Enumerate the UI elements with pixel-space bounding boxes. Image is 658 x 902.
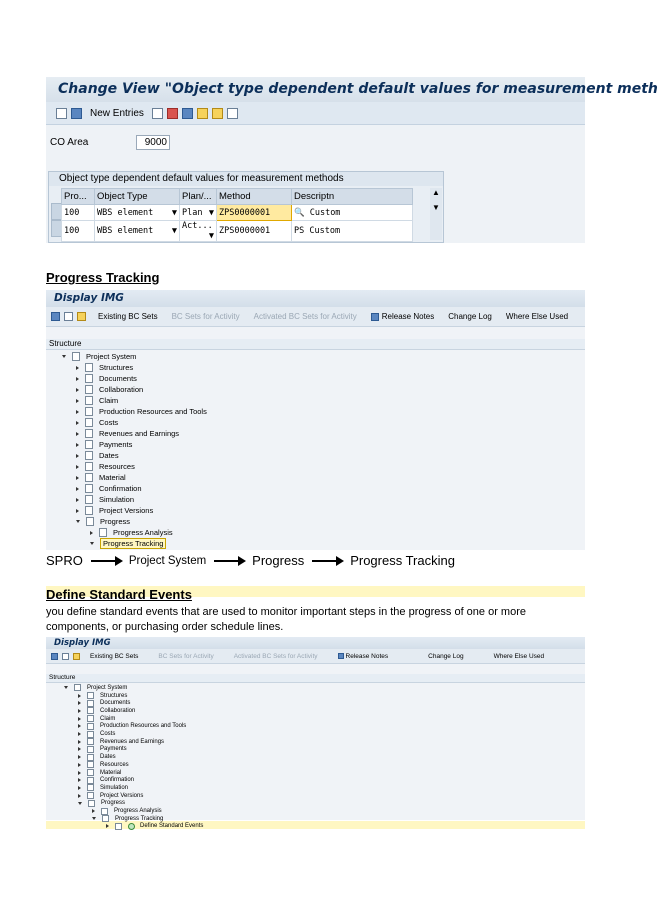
expand-icon[interactable]	[51, 653, 58, 660]
collapse-arrow-icon	[62, 355, 66, 358]
tree-node[interactable]: Resources	[78, 761, 129, 769]
expand-arrow-icon	[76, 366, 79, 370]
path-step: Project System	[128, 554, 207, 567]
document-icon	[87, 731, 94, 738]
column-header[interactable]: Object Type	[95, 189, 180, 205]
activated-bc-sets-button[interactable]: Activated BC Sets for Activity	[253, 312, 357, 321]
cell-plan[interactable]: Plan ▼	[180, 205, 217, 221]
tree-node[interactable]: Collaboration	[76, 384, 143, 395]
where-else-used-button[interactable]: Where Else Used	[505, 312, 569, 321]
column-header[interactable]: Plan/...	[180, 189, 217, 205]
cell-object-type[interactable]: WBS element ▼	[95, 205, 180, 221]
bookmark-icon[interactable]	[73, 653, 80, 660]
dropdown-icon[interactable]: ▼	[171, 226, 177, 236]
expand-arrow-icon	[78, 701, 81, 705]
document-icon	[87, 707, 94, 714]
display-img-screenshot	[46, 290, 585, 550]
collapse-arrow-icon	[90, 542, 94, 545]
expand-arrow-icon	[90, 531, 93, 535]
measurement-table	[61, 188, 413, 242]
document-icon	[85, 396, 93, 405]
select-block-icon[interactable]	[212, 108, 223, 119]
expand-arrow-icon	[76, 410, 79, 414]
expand-arrow-icon	[76, 498, 79, 502]
expand-arrow-icon	[76, 377, 79, 381]
tree-node[interactable]: Revenues and Earnings	[76, 428, 179, 439]
expand-arrow-icon	[78, 755, 81, 759]
expand-arrow-icon	[76, 432, 79, 436]
clock-icon	[128, 823, 135, 830]
tree-node-progress-analysis[interactable]: Progress Analysis	[92, 807, 162, 815]
expand-arrow-icon	[76, 509, 79, 513]
tree-node[interactable]: Resources	[76, 461, 135, 472]
column-header[interactable]: Method	[217, 189, 292, 205]
bc-sets-for-activity-button[interactable]: BC Sets for Activity	[171, 312, 240, 321]
document-icon	[85, 363, 93, 372]
arrow-right-icon	[312, 560, 342, 562]
path-step: Progress Tracking	[350, 553, 455, 568]
tree-node[interactable]: Structures	[76, 362, 133, 373]
table-row[interactable]	[62, 205, 413, 221]
dropdown-icon[interactable]: ▼	[171, 207, 177, 218]
define-standard-events-heading: Define Standard Events	[46, 587, 192, 602]
document-icon	[85, 451, 93, 460]
co-area-field[interactable]: 9000	[136, 135, 170, 150]
tree-node[interactable]: Documents	[76, 373, 137, 384]
document-icon	[85, 462, 93, 471]
document-icon	[87, 738, 94, 745]
table-caption: Object type dependent default values for measurement methods	[49, 172, 443, 186]
expand-arrow-icon	[76, 465, 79, 469]
undo-icon[interactable]	[182, 108, 193, 119]
existing-bc-sets-button[interactable]: Existing BC Sets	[98, 312, 158, 321]
collapse-arrow-icon	[64, 686, 68, 689]
tree-node[interactable]: Material	[78, 769, 121, 777]
document-icon	[87, 777, 94, 784]
document-icon	[85, 473, 93, 482]
structure-label: Structure	[46, 339, 585, 350]
cell-description[interactable]: PS Custom	[292, 221, 413, 242]
expand-arrow-icon	[76, 443, 79, 447]
change-log-button[interactable]: Change Log	[448, 312, 492, 321]
display-img-toolbar	[46, 307, 585, 327]
document-icon	[101, 808, 108, 815]
expand-icon[interactable]	[51, 312, 60, 321]
co-area-label: CO Area	[50, 137, 89, 148]
document-icon	[85, 506, 93, 515]
display-change-icon[interactable]	[56, 108, 67, 119]
cell-object-type[interactable]: WBS element ▼	[95, 221, 180, 242]
expand-arrow-icon	[78, 717, 81, 721]
define-standard-events-text: you define standard events that are used to monitor important steps in the progress of one or more components, or purchasing order schedule lines.	[46, 606, 526, 633]
tree-node[interactable]: Claim	[78, 715, 115, 723]
tree-node[interactable]: Simulation	[78, 784, 128, 792]
tree-node[interactable]: Documents	[78, 699, 130, 707]
document-icon	[87, 769, 94, 776]
document-icon	[72, 352, 80, 361]
release-notes-button[interactable]: Release Notes	[381, 312, 435, 321]
tree-node[interactable]: Production Resources and Tools	[76, 406, 207, 417]
document-icon	[88, 800, 95, 807]
progress-tracking-heading: Progress Tracking	[46, 270, 160, 285]
expand-arrow-icon	[76, 476, 79, 480]
expand-arrow-icon	[76, 388, 79, 392]
change-view-title: Change View "Object type dependent default values for measurement meth	[46, 77, 585, 102]
expand-arrow-icon	[78, 747, 81, 751]
tree-node[interactable]: Dates	[78, 753, 116, 761]
tree-node-progress[interactable]: Progress	[76, 516, 130, 527]
info-icon	[371, 313, 379, 321]
expand-arrow-icon	[92, 809, 95, 813]
collapse-arrow-icon	[78, 802, 82, 805]
document-icon	[87, 723, 94, 730]
arrow-right-icon	[214, 560, 244, 562]
collapse-arrow-icon	[76, 520, 80, 523]
tree-node[interactable]: Confirmation	[78, 776, 134, 784]
document-icon	[99, 528, 107, 537]
where-else-used-button[interactable]: Where Else Used	[493, 652, 545, 660]
table-row[interactable]	[62, 221, 413, 242]
column-header[interactable]: Descriptn	[292, 189, 413, 205]
tree-node[interactable]: Material	[76, 472, 126, 483]
document-icon	[85, 407, 93, 416]
tree-node[interactable]: Dates	[76, 450, 119, 461]
tree-icon[interactable]	[64, 312, 73, 321]
expand-arrow-icon	[78, 724, 81, 728]
tree-node[interactable]: Costs	[76, 417, 118, 428]
tree-node-project-system[interactable]: Project System	[64, 684, 127, 692]
display-img-title: Display IMG	[46, 637, 585, 649]
tree-node[interactable]: Project Versions	[76, 505, 153, 516]
expand-arrow-icon	[76, 421, 79, 425]
document-icon	[85, 440, 93, 449]
structure-label: Structure	[46, 674, 585, 683]
scroll-up-icon[interactable]: ▲	[432, 188, 440, 197]
cell-method[interactable]: ZPS0000001	[217, 221, 292, 242]
table-scrollbar[interactable]	[430, 188, 442, 240]
dropdown-icon[interactable]: ▼	[208, 207, 214, 218]
dropdown-icon[interactable]: ▼	[208, 231, 214, 241]
expand-arrow-icon	[76, 399, 79, 403]
expand-arrow-icon	[78, 740, 81, 744]
collapse-arrow-icon	[92, 817, 96, 820]
delete-icon[interactable]	[167, 108, 178, 119]
display-img-title: Display IMG	[46, 290, 585, 307]
cell-plan[interactable]: Act... ▼	[180, 221, 217, 242]
display-img-toolbar	[46, 649, 585, 664]
tree-node[interactable]: Production Resources and Tools	[78, 723, 186, 731]
tree-node-progress-analysis[interactable]: Progress Analysis	[90, 527, 173, 538]
expand-arrow-icon	[78, 732, 81, 736]
change-log-button[interactable]: Change Log	[428, 652, 464, 660]
expand-arrow-icon	[78, 794, 81, 798]
existing-bc-sets-button[interactable]: Existing BC Sets	[90, 652, 139, 660]
spro-path	[46, 553, 455, 568]
arrow-right-icon	[91, 560, 121, 562]
change-view-toolbar	[46, 102, 585, 125]
document-icon	[85, 429, 93, 438]
cell-pro[interactable]: 100	[62, 221, 95, 242]
expand-arrow-icon	[78, 709, 81, 713]
measurement-table-container	[48, 171, 444, 243]
tree-node[interactable]: Confirmation	[76, 483, 142, 494]
document-icon	[87, 784, 94, 791]
document-icon	[87, 746, 94, 753]
document-icon	[86, 517, 94, 526]
tree-node[interactable]: Simulation	[76, 494, 134, 505]
copy-icon[interactable]	[152, 108, 163, 119]
expand-arrow-icon	[78, 778, 81, 782]
tree-node[interactable]: Structures	[78, 692, 127, 700]
document-icon	[85, 418, 93, 427]
cell-description[interactable]: 🔍 Custom	[292, 205, 413, 221]
document-icon	[102, 815, 109, 822]
tree-node-progress-tracking[interactable]: Progress Tracking	[92, 815, 163, 823]
document-icon	[87, 792, 94, 799]
tree-node[interactable]: Collaboration	[78, 707, 135, 715]
expand-arrow-icon	[76, 454, 79, 458]
bookmark-icon[interactable]	[77, 312, 86, 321]
expand-arrow-icon	[78, 786, 81, 790]
expand-arrow-icon	[76, 487, 79, 491]
document-icon	[74, 684, 81, 691]
document-icon	[87, 761, 94, 768]
deselect-icon[interactable]	[227, 108, 238, 119]
tree-node-define-standard-events[interactable]: Define Standard Events	[106, 823, 203, 831]
tree-node-project-system[interactable]: Project System	[62, 351, 136, 362]
display-img-screenshot-2	[46, 637, 585, 830]
release-notes-button[interactable]: Release Notes	[345, 652, 389, 660]
document-icon	[87, 715, 94, 722]
change-view-screenshot	[46, 77, 658, 243]
tree-node[interactable]: Claim	[76, 395, 118, 406]
tree-node[interactable]: Project Versions	[78, 792, 143, 800]
document-icon	[85, 385, 93, 394]
column-header[interactable]: Pro...	[62, 189, 95, 205]
expand-arrow-icon	[78, 771, 81, 775]
tree-node[interactable]: Payments	[76, 439, 132, 450]
search-help-icon[interactable]: 🔍	[294, 207, 305, 218]
tree-node-progress-tracking[interactable]: Progress Tracking	[90, 538, 166, 549]
document-icon	[115, 823, 122, 830]
document-icon	[85, 495, 93, 504]
new-entries-button[interactable]: New Entries	[90, 107, 144, 119]
document-icon	[85, 484, 93, 493]
info-icon	[338, 653, 344, 659]
activated-bc-sets-button[interactable]: Activated BC Sets for Activity	[233, 652, 318, 660]
glasses-icon[interactable]	[71, 108, 82, 119]
expand-arrow-icon	[106, 824, 109, 828]
tree-node[interactable]: Revenues and Earnings	[78, 738, 164, 746]
document-icon	[85, 374, 93, 383]
bc-sets-for-activity-button[interactable]: BC Sets for Activity	[158, 652, 214, 660]
path-step: SPRO	[46, 553, 83, 568]
document-icon	[87, 692, 94, 699]
tree-node-progress[interactable]: Progress	[78, 800, 125, 808]
document-icon	[87, 700, 94, 707]
expand-arrow-icon	[78, 694, 81, 698]
tree-node[interactable]: Payments	[78, 746, 127, 754]
tree-node[interactable]: Costs	[78, 730, 115, 738]
path-step: Progress	[252, 553, 305, 568]
scroll-down-icon[interactable]: ▼	[432, 203, 440, 212]
document-icon	[87, 754, 94, 761]
select-all-icon[interactable]	[197, 108, 208, 119]
expand-arrow-icon	[78, 763, 81, 767]
cell-method[interactable]: ZPS0000001	[217, 205, 292, 221]
cell-pro[interactable]: 100	[62, 205, 95, 221]
tree-icon[interactable]	[62, 653, 69, 660]
